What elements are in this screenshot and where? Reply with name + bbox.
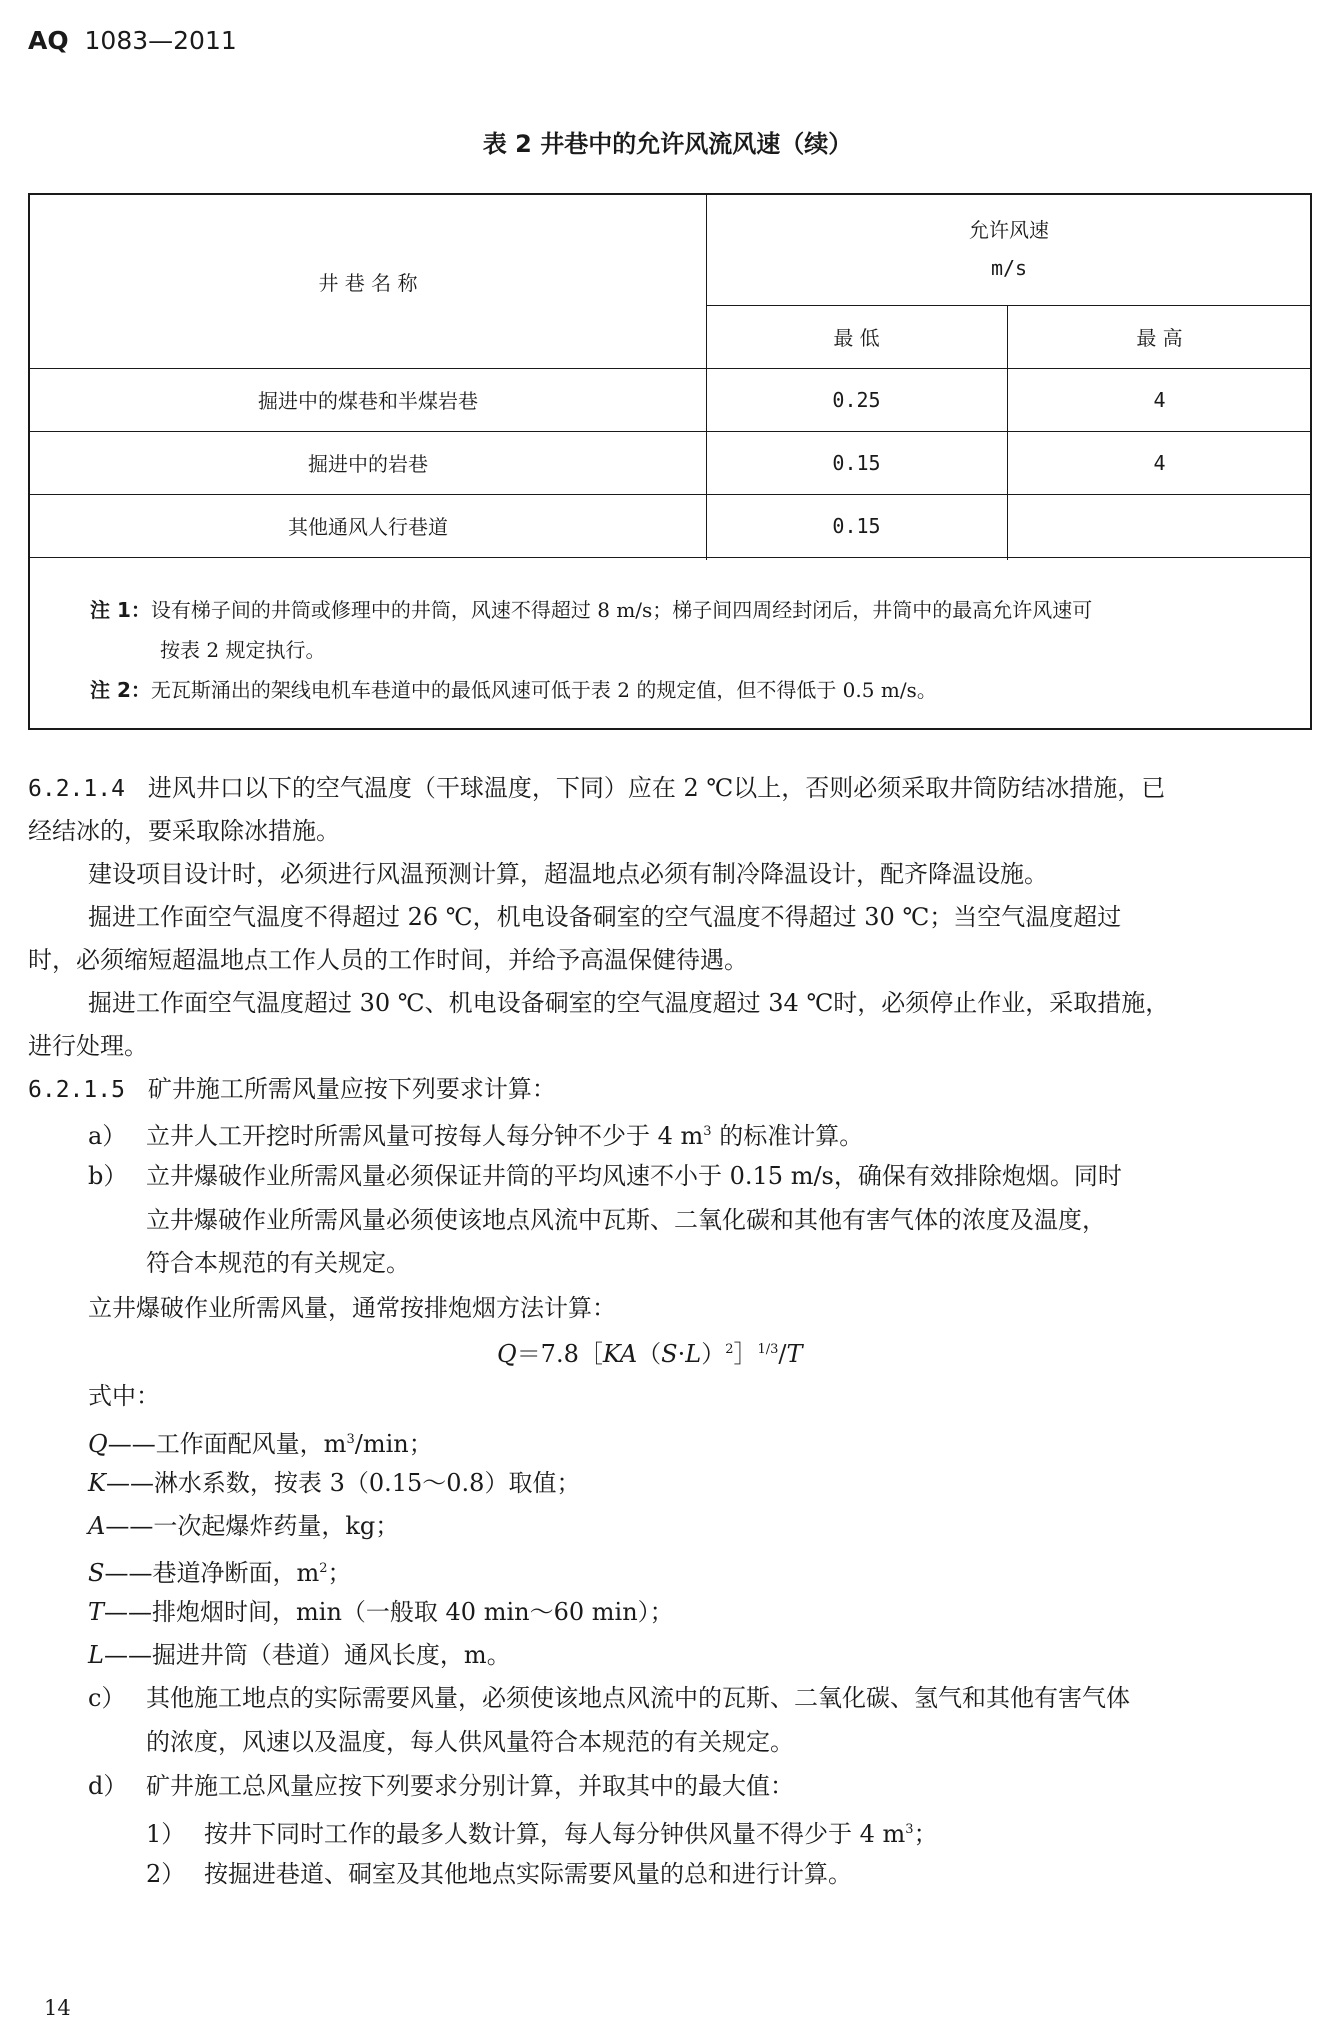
section-6-2-1-5: 6.2.1.5 矿井施工所需风量应按下列要求计算： xyxy=(28,1075,556,1103)
variable-def: A——一次起爆炸药量，kg； xyxy=(88,1512,400,1540)
table-row-min: 0.25 xyxy=(832,387,881,412)
table-note-2: 注 2：无瓦斯涌出的架线电机车巷道中的最低风速可低于表 2 的规定值，但不得低于 0.5 m/s。 xyxy=(90,678,937,702)
variable-def: L——掘进井筒（巷道）通风长度，m。 xyxy=(88,1641,511,1669)
wind-speed-table xyxy=(28,193,1312,730)
variable-def: Q——工作面配风量，$m^3/\min$； xyxy=(88,1430,433,1458)
page-number: 14 xyxy=(44,1996,71,2020)
list-item-c-cont: 的浓度，风速以及温度，每人供风量符合本规范的有关规定。 xyxy=(146,1728,794,1756)
table-row-name: 掘进中的煤巷和半煤岩巷 xyxy=(258,389,478,413)
list-item-a: a） 立井人工开挖时所需风量可按每人每分钟不少于 4 $m^3$ 的标准计算。 xyxy=(88,1122,864,1150)
list-item-d-2: 2） 按掘进巷道、硐室及其他地点实际需要风量的总和进行计算。 xyxy=(146,1860,852,1888)
table-row-min: 0.15 xyxy=(832,513,881,538)
table-row-max: 4 xyxy=(1153,450,1166,475)
table-note-1-cont: 按表 2 规定执行。 xyxy=(160,638,326,662)
col-header-speed: 允许风速 xyxy=(969,217,1049,242)
paragraph-line: 时，必须缩短超温地点工作人员的工作时间，并给予高温保健待遇。 xyxy=(28,946,748,974)
list-item-d-1: 1） 按井下同时工作的最多人数计算，每人每分钟供风量不得少于 4 $m^3$； xyxy=(146,1820,938,1848)
table-row-max xyxy=(1007,494,1312,557)
col-header-name: 井 巷 名 称 xyxy=(318,271,418,295)
list-item-b-cont: 立井爆破作业所需风量必须使该地点风流中瓦斯、二氧化碳和其他有害气体的浓度及温度， xyxy=(146,1206,1106,1234)
table-note-1: 注 1：设有梯子间的井筒或修理中的井筒，风速不得超过 8 m/s；梯子间四周经封闭后，井筒中的最高允许风速可 xyxy=(90,598,1093,622)
list-item-b-cont: 符合本规范的有关规定。 xyxy=(146,1249,410,1277)
list-item-c: c） 其他施工地点的实际需要风量，必须使该地点风流中的瓦斯、二氧化碳、氢气和其他有害气体 xyxy=(88,1684,1130,1712)
variable-def: K——淋水系数，按表 3（0.15～0.8）取值； xyxy=(88,1469,581,1497)
standard-code: AQ 1083—2011 xyxy=(28,26,237,55)
table-row-name: 其他通风人行巷道 xyxy=(288,515,448,539)
col-header-max: 最 高 xyxy=(1136,326,1183,350)
col-header-unit: m/s xyxy=(990,256,1028,280)
table-row-max: 4 xyxy=(1153,387,1166,412)
paragraph: 掘进工作面空气温度超过 30 ℃、机电设备硐室的空气温度超过 34 ℃时，必须停止作业，采取措施， xyxy=(88,989,1170,1017)
list-item-d: d） 矿井施工总风量应按下列要求分别计算，并取其中的最大值： xyxy=(88,1772,794,1800)
col-header-min: 最 低 xyxy=(833,326,880,350)
paragraph-line: 经结冰的，要采取除冰措施。 xyxy=(28,817,340,845)
table-row-name: 掘进中的岩巷 xyxy=(308,452,428,476)
list-item-b: b） 立井爆破作业所需风量必须保证井筒的平均风速不小于 0.15 m/s，确保有效排除炮烟。同时 xyxy=(88,1162,1122,1190)
table-row-min: 0.15 xyxy=(832,450,881,475)
paragraph-line: 进行处理。 xyxy=(28,1032,148,1060)
formula: $Q=7.8[KA(S\cdot L)^2]^{1/3}/T$ xyxy=(497,1340,803,1368)
section-6-2-1-4: 6.2.1.4 进风井口以下的空气温度（干球温度，下同）应在 2 ℃以上，否则必须采取井筒防结冰措施，已 xyxy=(28,774,1166,802)
variable-def: T——排炮烟时间，min（一般取 40 min～60 min）； xyxy=(88,1598,674,1626)
variable-def: S——巷道净断面，$m^2$； xyxy=(88,1559,352,1587)
where-label: 式中： xyxy=(88,1382,160,1410)
formula-intro: 立井爆破作业所需风量，通常按排炮烟方法计算： xyxy=(88,1294,616,1322)
table-caption: 表 2 井巷中的允许风流风速（续） xyxy=(482,130,853,158)
paragraph: 建设项目设计时，必须进行风温预测计算，超温地点必须有制冷降温设计，配齐降温设施。 xyxy=(88,860,1048,888)
paragraph: 掘进工作面空气温度不得超过 26 ℃，机电设备硐室的空气温度不得超过 30 ℃；当空气温度超过 xyxy=(88,903,1122,931)
